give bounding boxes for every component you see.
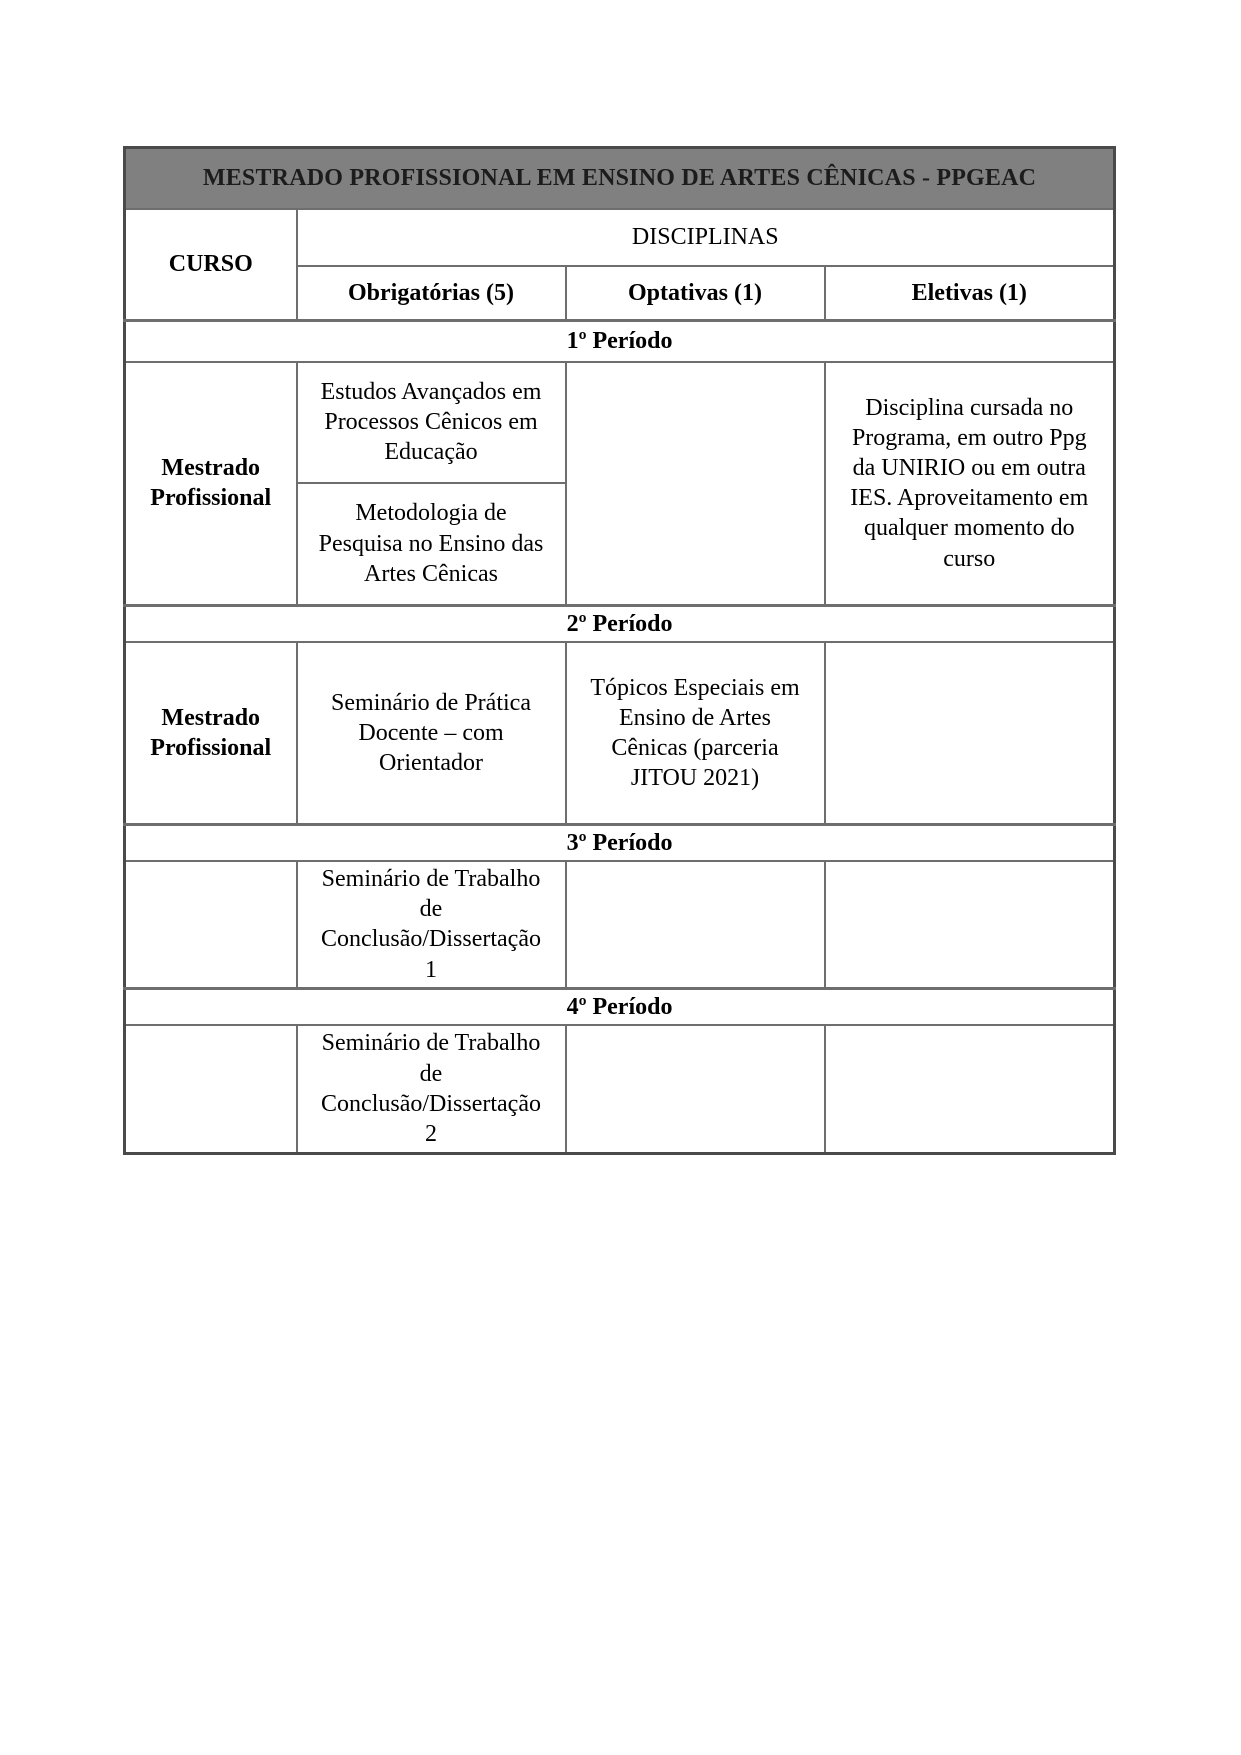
col-header-obrigatorias [297,266,566,321]
col-header-optativas-label: Optativas (1) [628,279,762,306]
header-disciplinas-label: DISCIPLINAS [631,223,779,250]
period-band-1-cell [125,321,1115,362]
cell-obrigatoria-p3-1-label: Seminário de Trabalho de Conclusão/Dissertação 1 [321,865,541,983]
period-band-4 [125,988,1115,1025]
cell-obrigatoria-p3-1 [297,861,566,988]
period-2-row [125,642,1115,824]
period-band-3 [125,824,1115,861]
table-title: MESTRADO PROFISSIONAL EM ENSINO DE ARTES CÊNICAS - PPGEAC [202,165,1037,192]
period-band-2-label: 2º Período [566,611,673,637]
period-3-row [125,861,1115,988]
period-band-2 [125,606,1115,643]
cell-curso-p1-label: Mestrado Profissional [150,455,272,512]
period-band-1 [125,321,1115,362]
col-header-eletivas-label: Eletivas (1) [911,279,1027,306]
cell-obrigatoria-p1-2 [297,483,566,606]
period-band-1-label: 1º Período [566,328,673,355]
header-row [125,209,1115,266]
cell-eletiva-p4 [825,1025,1115,1153]
cell-optativa-p2 [566,642,825,824]
cell-curso-p2-label: Mestrado Profissional [150,704,272,761]
period-band-3-cell [125,824,1115,861]
col-header-obrigatorias-label: Obrigatórias (5) [348,279,514,306]
cell-obrigatoria-p2-1-label: Seminário de Prática Docente – com Orientador [331,689,531,777]
period-band-4-cell [125,988,1115,1025]
cell-optativa-p2-label: Tópicos Especiais em Ensino de Artes Cênicas (parceria JITOU 2021) [590,674,800,792]
cell-eletiva-p3 [825,861,1115,988]
table-title-band [125,148,1115,209]
col-header-eletivas [825,266,1115,321]
period-4-row [125,1025,1115,1153]
col-header-optativas [566,266,825,321]
header-disciplinas [297,209,1115,266]
cell-obrigatoria-p4-1-label: Seminário de Trabalho de Conclusão/Dissertação 2 [321,1030,541,1148]
cell-optativa-p3 [566,861,825,988]
header-curso [125,209,297,321]
cell-obrigatoria-p1-2-label: Metodologia de Pesquisa no Ensino das Artes Cênicas [318,500,544,587]
cell-obrigatoria-p1-1 [297,362,566,483]
cell-obrigatoria-p1-1-label: Estudos Avançados em Processos Cênicos em Educação [320,378,542,466]
cell-optativa-p1 [566,362,825,606]
period-band-4-label: 4º Período [566,993,673,1020]
title-row [125,148,1115,209]
cell-curso-p3 [125,861,297,988]
cell-curso-p2 [125,642,297,824]
cell-optativa-p4 [566,1025,825,1153]
period-band-3-label: 3º Período [566,829,673,856]
cell-obrigatoria-p4-1 [297,1025,566,1153]
cell-eletiva-p2 [825,642,1115,824]
period-1-row-a [125,362,1115,483]
cell-eletiva-p1-label: Disciplina cursada no Programa, em outro Ppg da UNIRIO ou em outra IES. Aproveitamento em qualquer momento do curso [850,394,1089,572]
header-curso-label: CURSO [168,251,253,278]
cell-curso-p1 [125,362,297,606]
curriculum-table [123,146,1116,1155]
cell-obrigatoria-p2-1 [297,642,566,824]
period-band-2-cell [125,606,1115,643]
cell-eletiva-p1 [825,362,1115,606]
cell-curso-p4 [125,1025,297,1153]
